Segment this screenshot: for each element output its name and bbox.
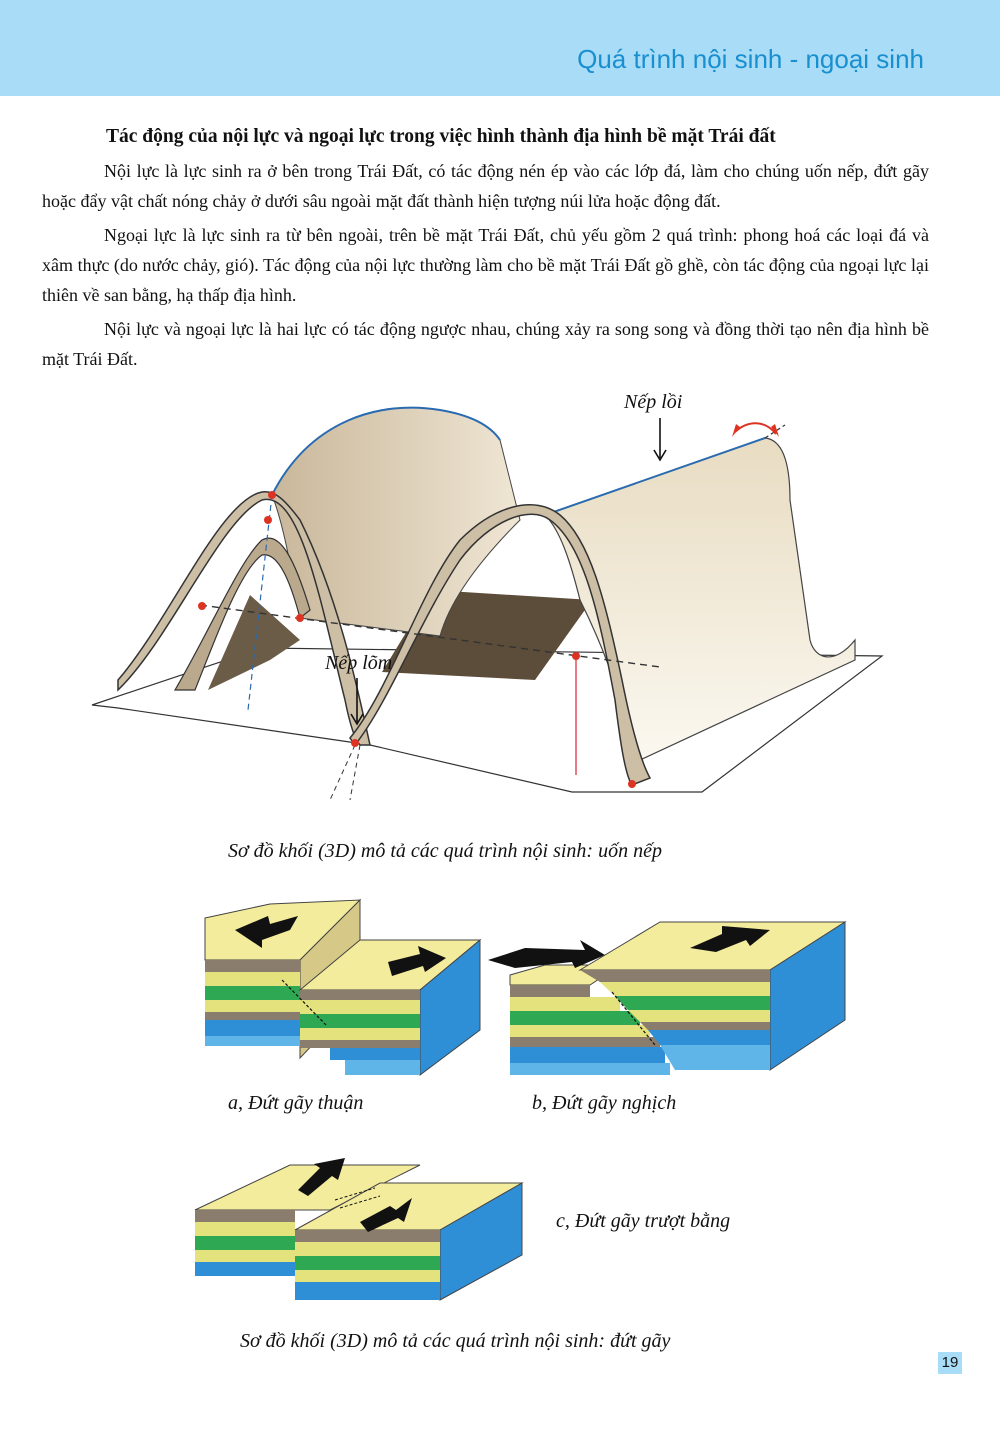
- section-heading: Tác động của nội lực và ngoại lực trong việc hình thành địa hình bề mặt Trái đất: [106, 126, 776, 147]
- paragraph-internal-force: Nội lực là lực sinh ra ở bên trong Trái Đất, có tác động nén ép vào các lớp đá, làm cho chúng uốn nếp, đứt gãy hoặc đẩy vật chất nóng chảy ở dưới sâu ngoài mặt đất thành hiện tượng núi lửa hoặc động đất.: [42, 161, 929, 211]
- fold-caption: Sơ đồ khối (3D) mô tả các quá trình nội sinh: uốn nếp: [228, 840, 662, 862]
- label-reverse-fault: b, Đứt gãy nghịch: [532, 1092, 677, 1114]
- label-normal-fault: a, Đứt gãy thuận: [228, 1092, 364, 1114]
- label-strike-slip-fault: c, Đứt gãy trượt bằng: [556, 1210, 731, 1232]
- label-syncline: Nếp lõm: [325, 652, 393, 674]
- paragraph-external-force: Ngoại lực là lực sinh ra từ bên ngoài, trên bề mặt Trái Đất, chủ yếu gồm 2 quá trình: phong hoá các loại đá và xâm thực (do nước chảy, gió). Tác động của nội lực thường làm cho bề mặt Trái Đất gồ ghề, còn tác động của ngoại lực lại thiên về san bằng, hạ thấp địa hình.: [42, 225, 929, 305]
- page-number: 19: [938, 1352, 962, 1374]
- arrow-right-icon: [488, 940, 605, 968]
- label-anticline: Nếp lồi: [624, 391, 683, 413]
- header-title: Quá trình nội sinh - ngoại sinh: [577, 44, 924, 74]
- paragraph-combined-forces: Nội lực và ngoại lực là hai lực có tác động ngược nhau, chúng xảy ra song song và đồng thời tạo nên địa hình bề mặt Trái Đất.: [42, 319, 929, 369]
- fault-caption: Sơ đồ khối (3D) mô tả các quá trình nội sinh: đứt gãy: [240, 1330, 671, 1352]
